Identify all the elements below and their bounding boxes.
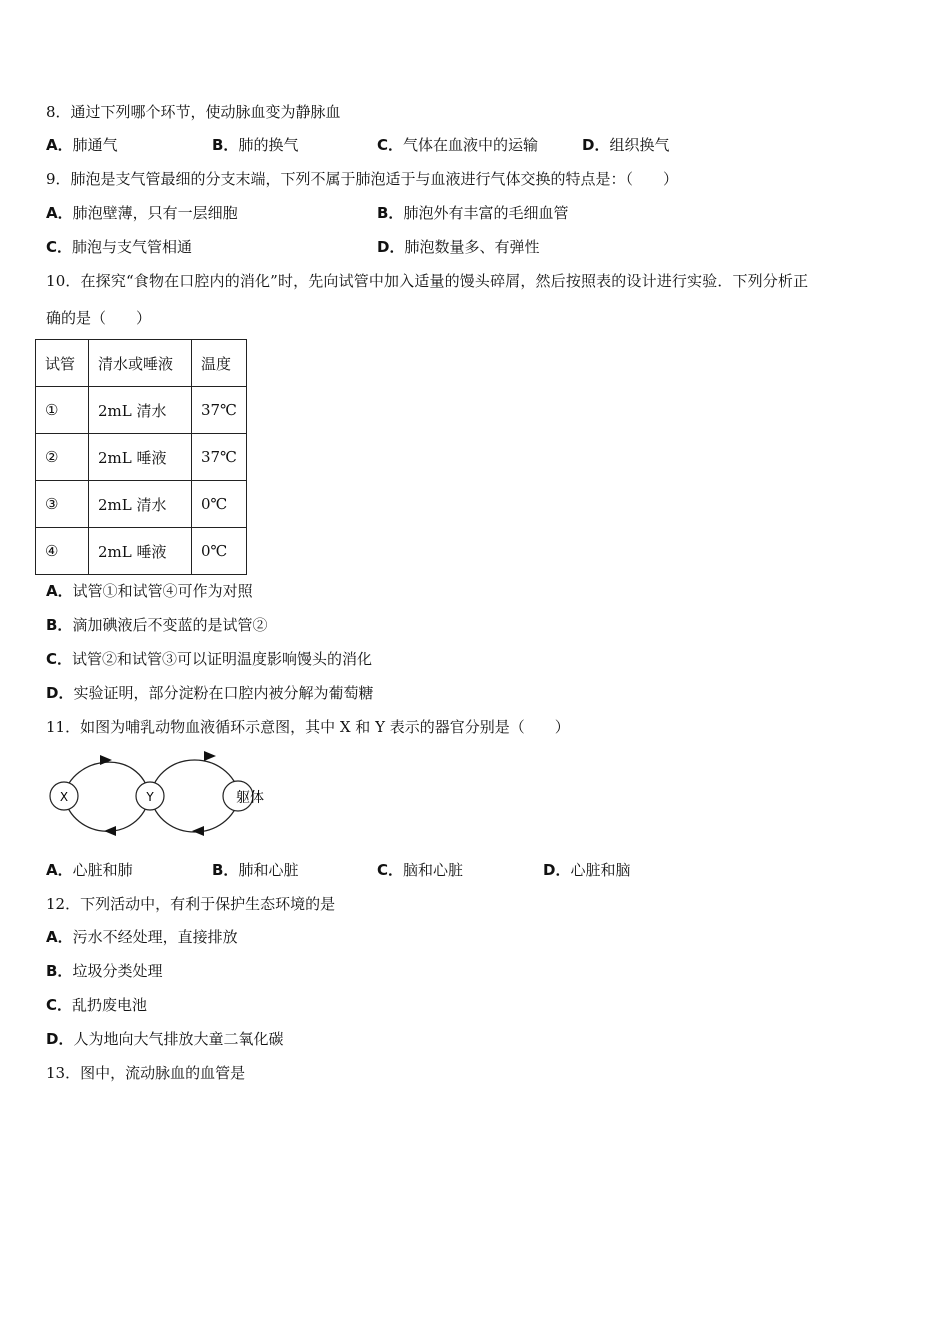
node-y-label: Y [146, 790, 154, 804]
node-x-label: X [59, 790, 69, 804]
table-cell: 0℃ [192, 528, 247, 575]
q10-option-b: B．滴加碘液后不变蓝的是试管② [46, 616, 268, 634]
table-row [36, 434, 247, 481]
arrow-left-icon [192, 826, 204, 836]
q8-option-b: B．肺的换气 [212, 136, 299, 154]
q10-option-a: A．试管①和试管④可作为对照 [46, 582, 253, 600]
q12-option-b: B．垃圾分类处理 [46, 962, 163, 980]
q11-option-a: A．心脏和肺 [46, 861, 133, 879]
q11-stem: 11．如图为哺乳动物血液循环示意图，其中 X 和 Y 表示的器官分别是（ ） [46, 718, 570, 736]
q10-stem-line1: 10．在探究“食物在口腔内的消化”时，先向试管中加入适量的馒头碎屑，然后按照表的设计进行实验．下列分析正 [46, 272, 809, 290]
node-body-label: 躯体 [236, 790, 264, 806]
q12-option-d: D．人为地向大气排放大童二氧化碳 [46, 1030, 284, 1048]
q10-stem-line2: 确的是（ ） [46, 309, 152, 327]
table-row [36, 528, 247, 575]
q11-option-c: C．脑和心脏 [377, 861, 464, 879]
table-cell: 2mL 清水 [89, 481, 192, 528]
table-row [36, 481, 247, 528]
table-header-row [36, 340, 247, 387]
table-cell: 2mL 唾液 [89, 528, 192, 575]
q12-stem: 12．下列活动中，有利于保护生态环境的是 [46, 895, 336, 913]
table-header-cell: 清水或唾液 [89, 340, 192, 387]
q12-option-c: C．乱扔废电池 [46, 996, 148, 1014]
q10-option-c: C．试管②和试管③可以证明温度影响馒头的消化 [46, 650, 373, 668]
table-cell: ③ [36, 481, 89, 528]
table-cell: ① [36, 387, 89, 434]
table-cell: 37℃ [192, 434, 247, 481]
table-cell: 2mL 清水 [89, 387, 192, 434]
q9-option-a: A．肺泡壁薄，只有一层细胞 [46, 204, 238, 222]
q12-option-a: A．污水不经处理，直接排放 [46, 928, 238, 946]
q9-option-c: C．肺泡与支气管相通 [46, 238, 193, 256]
q13-stem: 13．图中，流动脉血的血管是 [46, 1064, 246, 1082]
circulation-diagram [44, 748, 274, 843]
q11-option-d: D．心脏和脑 [543, 861, 631, 879]
table-cell: 2mL 唾液 [89, 434, 192, 481]
q8-option-a: A．肺通气 [46, 136, 118, 154]
table-cell: ② [36, 434, 89, 481]
table-cell: 37℃ [192, 387, 247, 434]
table-header-cell: 试管 [36, 340, 89, 387]
q9-stem: 9．肺泡是支气管最细的分支末端，下列不属于肺泡适于与血液进行气体交换的特点是：（ ） [46, 170, 679, 188]
arrow-left-icon [104, 826, 116, 836]
table-header-cell: 温度 [192, 340, 247, 387]
q10-option-d: D．实验证明，部分淀粉在口腔内被分解为葡萄糖 [46, 684, 374, 702]
arrow-right-icon [204, 751, 216, 761]
table-cell: ④ [36, 528, 89, 575]
q9-option-b: B．肺泡外有丰富的毛细血管 [377, 204, 569, 222]
arrow-right-icon [100, 755, 112, 765]
q8-option-c: C．气体在血液中的运输 [377, 136, 539, 154]
table-row [36, 387, 247, 434]
q9-option-d: D．肺泡数量多、有弹性 [377, 238, 540, 256]
experiment-table [35, 339, 247, 575]
q8-stem: 8．通过下列哪个环节，使动脉血变为静脉血 [46, 103, 341, 121]
q11-option-b: B．肺和心脏 [212, 861, 299, 879]
table-cell: 0℃ [192, 481, 247, 528]
q8-option-d: D．组织换气 [582, 136, 670, 154]
